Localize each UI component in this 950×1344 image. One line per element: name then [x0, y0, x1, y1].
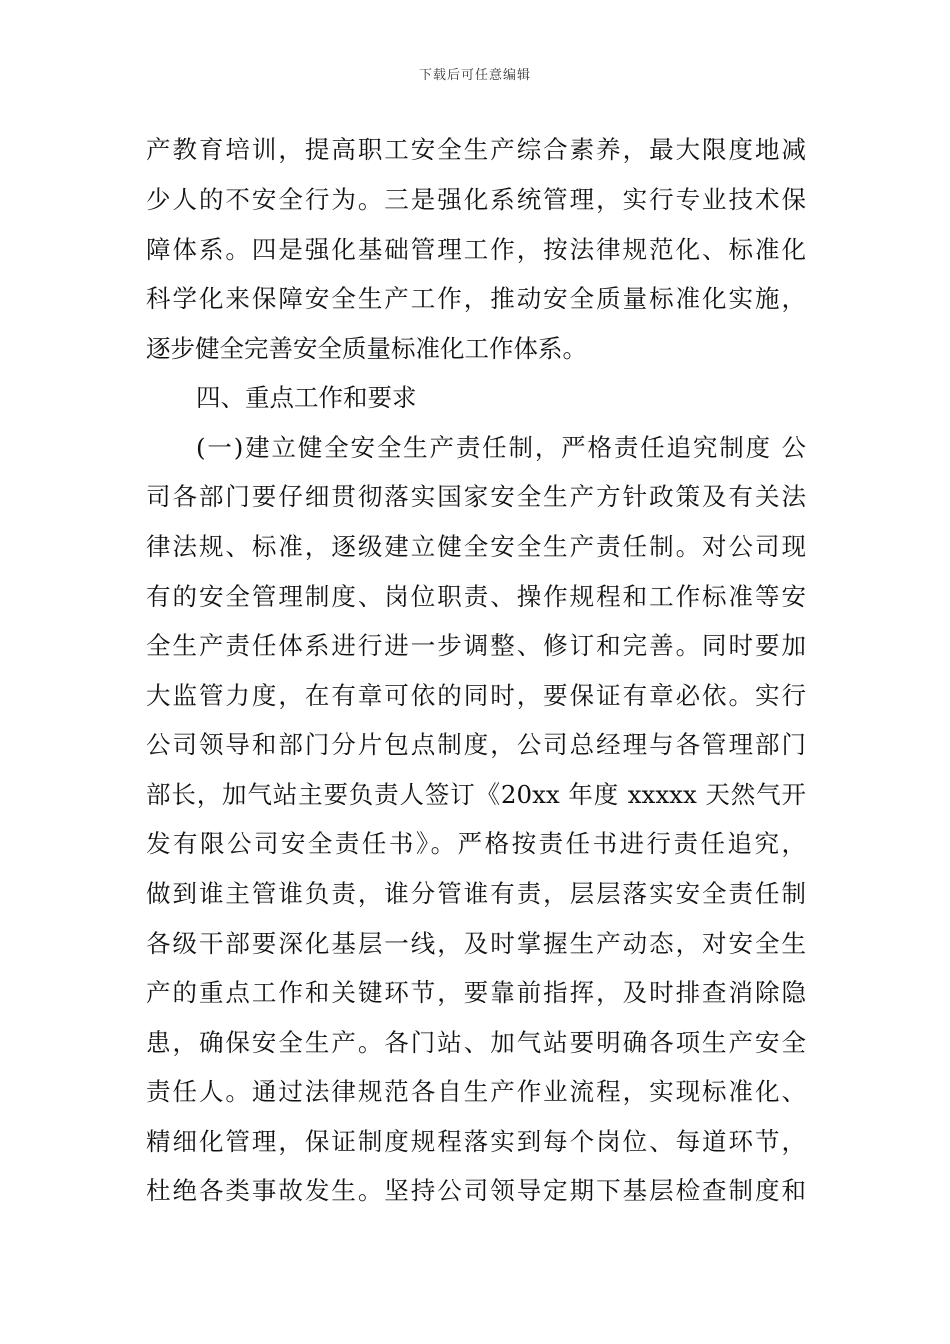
paragraph-line: 律法规、标准，逐级建立健全安全生产责任制。对公司现: [146, 532, 806, 561]
paragraph-line: 全生产责任体系进行进一步调整、修订和完善。同时要加: [146, 631, 806, 660]
paragraph-line: 患，确保安全生产。各门站、加气站要明确各项生产安全: [146, 1028, 806, 1057]
paragraph-line: 产教育培训，提高职工安全生产综合素养，最大限度地减: [146, 135, 806, 164]
header-note: 下载后可任意编辑: [418, 68, 531, 83]
paragraph-line: 做到谁主管谁负责，谁分管谁有责，层层落实安全责任制: [146, 879, 806, 908]
paragraph-line: 各级干部要深化基层一线，及时掌握生产动态，对安全生: [146, 929, 806, 958]
paragraph-line: 科学化来保障安全生产工作，推动安全质量标准化实施，: [146, 284, 806, 313]
paragraph-line: 精细化管理，保证制度规程落实到每个岗位、每道环节，: [146, 1127, 806, 1156]
paragraph-line: 发有限公司安全责任书》。严格按责任书进行责任追究，: [146, 829, 806, 858]
paragraph-line: 少人的不安全行为。三是强化系统管理，实行专业技术保: [146, 185, 806, 214]
section-heading: 四、重点工作和要求: [196, 383, 417, 412]
paragraph-line: 障体系。四是强化基础管理工作，按法律规范化、标准化: [146, 235, 806, 264]
paragraph-line: 大监管力度，在有章可依的同时，要保证有章必依。实行: [146, 681, 806, 710]
paragraph-line: 有的安全管理制度、岗位职责、操作规程和工作标准等安: [146, 582, 806, 611]
paragraph-line: 逐步健全完善安全质量标准化工作体系。: [146, 334, 587, 363]
paragraph-line: 公司领导和部门分片包点制度，公司总经理与各管理部门: [146, 730, 806, 759]
subsection-heading-line: (一)建立健全安全生产责任制，严格责任追究制度 公: [196, 433, 806, 462]
paragraph-line: 部长，加气站主要负责人签订《20xx 年度 xxxxx 天然气开: [146, 780, 806, 809]
paragraph-line: 司各部门要仔细贯彻落实国家安全生产方针政策及有关法: [146, 482, 806, 511]
paragraph-line: 责任人。通过法律规范各自生产作业流程，实现标准化、: [146, 1077, 806, 1106]
paragraph-line: 产的重点工作和关键环节，要靠前指挥，及时排查消除隐: [146, 978, 806, 1007]
paragraph-line: 杜绝各类事故发生。坚持公司领导定期下基层检查制度和: [146, 1176, 806, 1205]
